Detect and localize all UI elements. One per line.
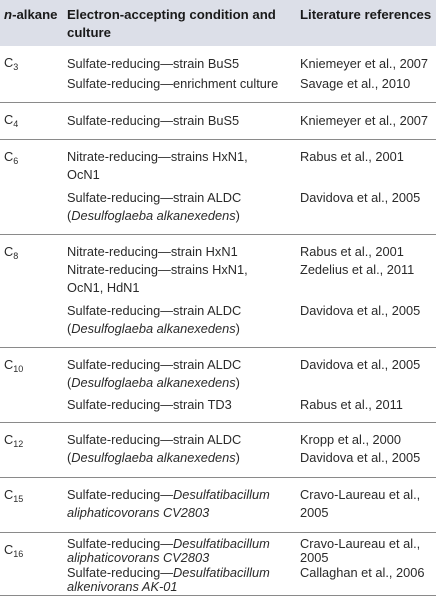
reference-cell	[300, 478, 436, 533]
reference-cell	[300, 103, 436, 140]
reference-line: Davidova et al., 2005	[300, 450, 421, 465]
table-row	[0, 533, 436, 596]
alkane-base: C	[4, 542, 14, 557]
table-row	[0, 140, 436, 235]
condition-text: Sulfate-reducing—	[67, 536, 173, 551]
reference-line: Rabus et al., 2011	[300, 397, 403, 412]
alkane-base: C	[4, 149, 14, 164]
condition-line: OcN1, HdN1	[67, 280, 140, 295]
condition-cell	[67, 478, 297, 533]
reference-line: 2005	[300, 505, 329, 520]
condition-line	[67, 207, 240, 225]
condition-line: alkenivorans AK-01	[67, 579, 178, 594]
alkane-sub: 16	[13, 549, 24, 559]
condition-line	[67, 320, 240, 338]
condition-line: aliphaticovorans CV2803	[67, 505, 210, 520]
header-condition	[67, 6, 287, 42]
alkane-cell	[4, 541, 23, 559]
reference-line: Callaghan et al., 2006	[300, 565, 425, 580]
alkane-sub: 4	[13, 119, 19, 129]
reference-line: Cravo-Laureau et al.,	[300, 536, 421, 551]
alkane-sub: 12	[13, 439, 24, 449]
table-header	[0, 0, 436, 46]
alkane-cell	[4, 111, 18, 129]
condition-line	[67, 449, 240, 467]
paren-close: )	[235, 208, 240, 223]
condition-line: Sulfate-reducing—strain ALDC	[67, 432, 242, 447]
condition-line: Sulfate-reducing—strain TD3	[67, 397, 232, 412]
alkane-sub: 3	[13, 62, 19, 72]
header-condition-line2: culture	[67, 25, 111, 40]
table-row	[0, 478, 436, 533]
alkane-cell	[4, 54, 18, 72]
paren-close: )	[235, 450, 240, 465]
reference-cell	[300, 46, 436, 103]
header-condition-line1: Electron-accepting condition and	[67, 7, 276, 22]
condition-line: Sulfate-reducing—enrichment culture	[67, 76, 279, 91]
alkane-sub: 6	[13, 156, 19, 166]
table-row	[0, 46, 436, 103]
alkane-base: C	[4, 357, 14, 372]
condition-cell	[67, 46, 297, 103]
reference-cell	[300, 140, 436, 235]
condition-line: Nitrate-reducing—strain HxN1	[67, 244, 238, 259]
condition-line: Sulfate-reducing—strain BuS5	[67, 56, 240, 71]
header-n-alkane	[4, 6, 64, 24]
table-row	[0, 423, 436, 478]
condition-text: Sulfate-reducing—	[67, 565, 173, 580]
condition-line: Nitrate-reducing—strains HxN1,	[67, 149, 248, 164]
condition-line: Nitrate-reducing—strains HxN1,	[67, 262, 248, 277]
condition-cell	[67, 140, 297, 235]
condition-cell	[67, 348, 297, 423]
paren-close: )	[235, 375, 240, 390]
condition-line: OcN1	[67, 167, 100, 182]
table-row	[0, 235, 436, 348]
alkane-cell	[4, 486, 23, 504]
paren-open: (	[67, 375, 72, 390]
species-name: Desulfatibacillum	[173, 565, 270, 580]
table-row	[0, 348, 436, 423]
condition-cell	[67, 235, 297, 348]
reference-line: Cravo-Laureau et al.,	[300, 487, 421, 502]
alkane-cell	[4, 431, 23, 449]
paren-open: (	[67, 321, 72, 336]
header-n-italic: n	[4, 7, 13, 22]
reference-line: Davidova et al., 2005	[300, 190, 421, 205]
reference-line: Rabus et al., 2001	[300, 244, 404, 259]
reference-line: 2005	[300, 550, 329, 565]
condition-line	[67, 486, 270, 504]
reference-line: Kniemeyer et al., 2007	[300, 113, 429, 128]
species-name: Desulfoglaeba alkanexedens	[71, 375, 236, 390]
alkane-base: C	[4, 487, 14, 502]
condition-line: Sulfate-reducing—strain ALDC	[67, 303, 242, 318]
reference-cell	[300, 533, 436, 596]
alkane-sub: 8	[13, 251, 19, 261]
condition-line: Sulfate-reducing—strain ALDC	[67, 357, 242, 372]
reference-line: Zedelius et al., 2011	[300, 262, 415, 277]
condition-line: Sulfate-reducing—strain BuS5	[67, 113, 240, 128]
reference-cell	[300, 235, 436, 348]
reference-line: Rabus et al., 2001	[300, 149, 404, 164]
alkane-base: C	[4, 112, 14, 127]
paren-open: (	[67, 208, 72, 223]
reference-line: Kropp et al., 2000	[300, 432, 402, 447]
reference-line: Davidova et al., 2005	[300, 303, 421, 318]
table-row	[0, 103, 436, 140]
alkane-cell	[4, 148, 18, 166]
reference-cell	[300, 348, 436, 423]
condition-line: Sulfate-reducing—strain ALDC	[67, 190, 242, 205]
species-name: Desulfoglaeba alkanexedens	[71, 450, 236, 465]
condition-line: aliphaticovorans CV2803	[67, 550, 210, 565]
alkane-sub: 15	[13, 494, 24, 504]
alkane-base: C	[4, 244, 14, 259]
reference-cell	[300, 423, 436, 478]
condition-cell	[67, 533, 297, 596]
species-name: Desulfatibacillum	[173, 487, 270, 502]
alkane-sub: 10	[13, 364, 24, 374]
condition-text: Sulfate-reducing—	[67, 487, 173, 502]
reference-line: Davidova et al., 2005	[300, 357, 421, 372]
header-n-rest: -alkane	[12, 7, 58, 22]
species-name: Desulfatibacillum	[173, 536, 270, 551]
condition-line	[67, 374, 240, 392]
condition-cell	[67, 423, 297, 478]
alkane-base: C	[4, 432, 14, 447]
paren-open: (	[67, 450, 72, 465]
reference-line: Savage et al., 2010	[300, 76, 411, 91]
reference-line: Kniemeyer et al., 2007	[300, 56, 429, 71]
alkane-cell	[4, 243, 18, 261]
species-name: Desulfoglaeba alkanexedens	[71, 208, 236, 223]
species-name: Desulfoglaeba alkanexedens	[71, 321, 236, 336]
paren-close: )	[235, 321, 240, 336]
alkane-cell	[4, 356, 23, 374]
header-references: Literature references	[300, 7, 432, 22]
alkane-base: C	[4, 55, 14, 70]
condition-cell	[67, 103, 297, 140]
